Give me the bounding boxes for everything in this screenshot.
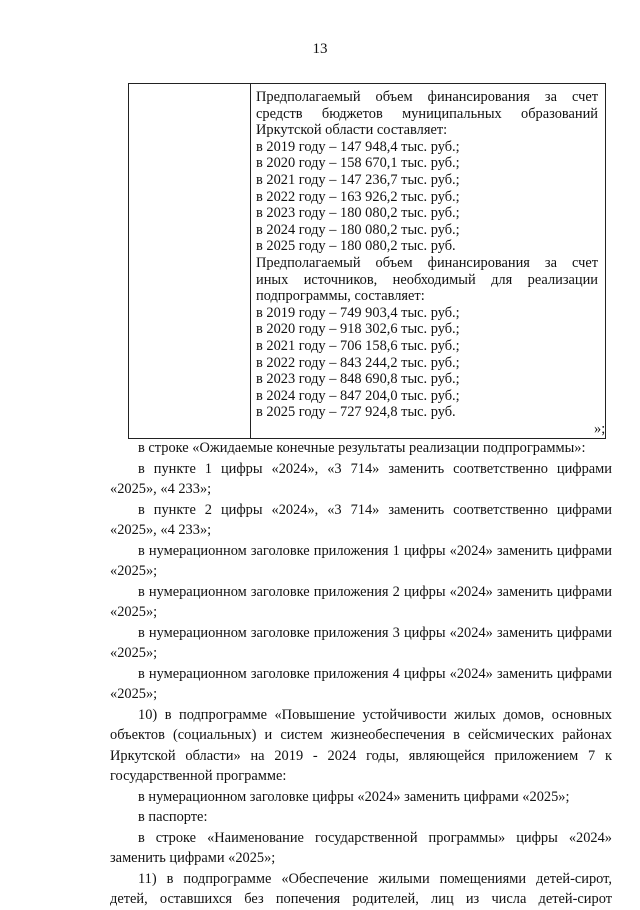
paragraph: в паспорте: — [138, 809, 208, 825]
table-line: в 2024 году – 847 204,0 тыс. руб.; — [256, 387, 460, 404]
table-content-cell — [251, 84, 606, 439]
table-line: в 2019 году – 147 948,4 тыс. руб.; — [256, 138, 460, 155]
table-line: Иркутской области составляет: — [256, 122, 448, 139]
table-line: в 2022 году – 843 244,2 тыс. руб.; — [256, 354, 460, 371]
table-line: в 2025 году – 727 924,8 тыс. руб. — [256, 404, 456, 421]
table-closing-quote: »; — [594, 421, 606, 437]
table-line: в 2019 году – 749 903,4 тыс. руб.; — [256, 304, 460, 321]
paragraph: 11) в подпрограмме «Обеспечение жилыми помещениями детей-сирот, детей, оставшихся без попечения родителей, лиц из числа детей-сирот — [110, 870, 612, 907]
paragraph: в нумерационном заголовке приложения 1 цифры «2024» заменить цифрами «2025»; — [110, 542, 612, 579]
table-line: в 2022 году – 163 926,2 тыс. руб.; — [256, 188, 460, 205]
table-line: в 2023 году – 180 080,2 тыс. руб.; — [256, 205, 460, 222]
paragraph: в строке «Наименование государственной программы» цифры «2024» заменить цифрами «2025»; — [110, 829, 612, 866]
table-line: в 2024 году – 180 080,2 тыс. руб.; — [256, 221, 460, 238]
table-line: иных источников, необходимый для реализации — [256, 271, 598, 288]
paragraph: в пункте 2 цифры «2024», «3 714» заменить соответственно цифрами «2025», «4 233»; — [110, 501, 612, 538]
table-line: в 2020 году – 918 302,6 тыс. руб.; — [256, 321, 460, 338]
table-line: средств бюджетов муниципальных образований — [256, 105, 598, 122]
financing-table — [128, 83, 606, 439]
paragraph: в пункте 1 цифры «2024», «3 714» заменить соответственно цифрами «2025», «4 233»; — [110, 460, 612, 497]
table-line: в 2025 году – 180 080,2 тыс. руб. — [256, 238, 456, 255]
table-line: в 2021 году – 147 236,7 тыс. руб.; — [256, 171, 460, 188]
table-line: Предполагаемый объем финансирования за счет — [256, 254, 598, 271]
paragraph: в нумерационном заголовке приложения 2 цифры «2024» заменить цифрами «2025»; — [110, 583, 612, 620]
table-line: подпрограммы, составляет: — [256, 288, 425, 305]
table-line: в 2020 году – 158 670,1 тыс. руб.; — [256, 155, 460, 172]
paragraph: в нумерационном заголовке приложения 4 цифры «2024» заменить цифрами «2025»; — [110, 665, 612, 702]
table-line: Предполагаемый объем финансирования за счет — [256, 89, 598, 105]
paragraph: в нумерационном заголовке цифры «2024» заменить цифрами «2025»; — [138, 788, 570, 805]
paragraph: в нумерационном заголовке приложения 3 цифры «2024» заменить цифрами «2025»; — [110, 624, 612, 661]
table-line: в 2023 году – 848 690,8 тыс. руб.; — [256, 371, 460, 388]
document-body — [110, 438, 612, 910]
paragraph: в строке «Ожидаемые конечные результаты реализации подпрограммы»: — [138, 440, 586, 456]
table-label-cell — [129, 84, 251, 439]
table-line: в 2021 году – 706 158,6 тыс. руб.; — [256, 337, 460, 354]
page-number: 13 — [312, 41, 328, 57]
paragraph: 10) в подпрограмме «Повышение устойчивости жилых домов, основных объектов (социальных) и систем жизнеобеспечения в сейсмических районах Иркутской области» на 2019 - 2024 годы, являющейся приложением 7 к государственной программе: — [110, 706, 612, 784]
